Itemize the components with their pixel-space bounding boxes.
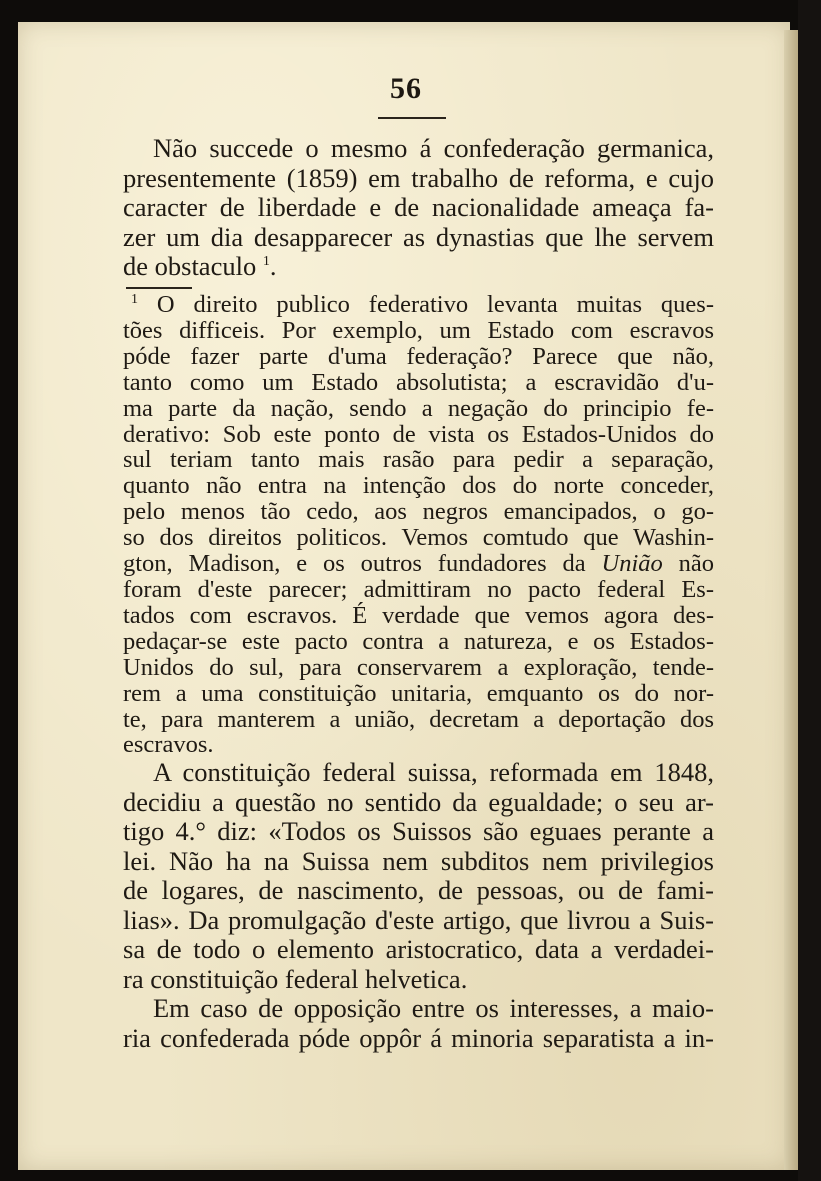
paragraph-constituicao-suissa (123, 758, 714, 994)
page-number: 56 (390, 72, 422, 105)
text-line: escravos. (123, 731, 214, 759)
text-line-content: não (678, 550, 715, 578)
text-line: pelo menos tão cedo, aos negros emancipados, o go- (123, 498, 714, 526)
text-line: lias». Da promulgação d'este artigo, que livrou a Suis- (123, 904, 714, 935)
paragraph-caso-de-opposicao (123, 994, 714, 1053)
text-line (123, 292, 714, 318)
text-line: quanto não entra na intenção dos do norte conceder, (123, 472, 714, 500)
footnote-mark: 1 (131, 291, 138, 307)
line-end-punctuation: . (269, 251, 277, 281)
text-line: tigo 4.° diz: «Todos os Suissos são eguaes perante a (123, 816, 714, 847)
text-line: so dos direitos politicos. Vemos comtudo que Washin- (123, 524, 714, 552)
text-line: Unidos do sul, para conservarem a exploração, tende- (123, 653, 714, 681)
text-line (123, 551, 714, 577)
text-line: decidiu a questão no sentido da egualdade; o seu ar- (123, 786, 714, 817)
text-line: Em caso de opposição entre os interesses, a maio- (153, 993, 714, 1024)
text-line: foram d'este parecer; admittiram no pacto federal Es- (123, 575, 714, 603)
text-line: tanto como um Estado absolutista; a escravidão d'u- (123, 368, 714, 396)
text-line: ra constituição federal helvetica. (123, 963, 468, 994)
text-line: caracter de liberdade e de nacionalidade ameaça fa- (123, 192, 714, 222)
text-line: póde fazer parte d'uma federação? Parece que não, (123, 342, 714, 370)
text-line: zer um dia desapparecer as dynastias que lhe servem (123, 221, 714, 252)
text-line: presentemente (1859) em trabalho de reforma, e cujo (123, 162, 714, 193)
text-line: rem a uma constituição unitaria, emquanto os do nor- (123, 679, 714, 707)
footnote-text (123, 292, 714, 758)
text-line: sul teriam tanto mais rasão para pedir a separação, (123, 446, 714, 474)
text-line: derativo: Sob este ponto de vista os Estados-Unidos do (123, 420, 714, 448)
text-line: pedaçar-se este pacto contra a natureza, e os Estados- (123, 627, 714, 655)
text-line: Não succede o mesmo á confederação germanica, (153, 133, 714, 163)
text-line: tões difficeis. Por exemplo, um Estado com escravos (123, 316, 714, 344)
text-line-content: O direito publico federativo levanta muitas ques- (156, 291, 714, 318)
scan-border (798, 0, 821, 1181)
text-line: ria confederada póde oppôr á minoria separatista a in- (123, 1022, 714, 1053)
text-line: A constituição federal suissa, reformada em 1848, (153, 757, 714, 788)
book-page (18, 22, 790, 1170)
header-rule (378, 117, 446, 119)
text-line: tados com escravos. É verdade que vemos agora des- (123, 601, 714, 629)
text-line: te, para manterem a união, decretam a deportação dos (123, 705, 714, 733)
text-line-content: gton, Madison, e os outros fundadores da (123, 550, 586, 578)
main-text-top (123, 134, 714, 282)
footnote-reference: 1 (262, 254, 270, 270)
text-line: ma parte da nação, sendo a negação do principio fe- (123, 394, 714, 422)
italic-uniao: União (601, 550, 663, 578)
text-line: sa de todo o elemento aristocratico, data a verdadei- (123, 934, 714, 965)
text-line: de logares, de nascimento, de pessoas, ou de fami- (123, 875, 714, 906)
text-line-content: de obstaculo (123, 251, 257, 281)
paragraph-confederacao-germanica (123, 134, 714, 282)
text-line: lei. Não ha na Suissa nem subditos nem privilegios (123, 845, 714, 876)
footnote-block (123, 292, 714, 1053)
footnote-separator (126, 287, 192, 289)
adjacent-page-edge (784, 30, 798, 1170)
text-line (123, 252, 714, 282)
